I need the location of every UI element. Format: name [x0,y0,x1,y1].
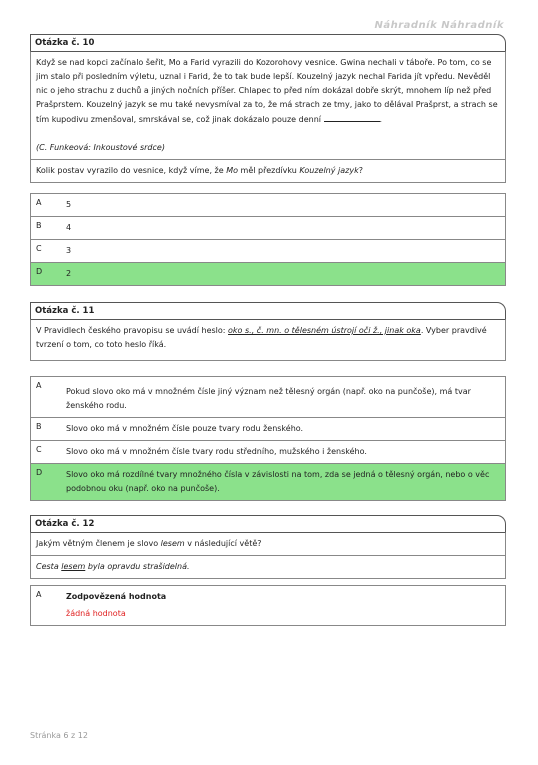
prompt-part: měl přezdívku [238,166,300,175]
option-a[interactable] [31,194,505,217]
question-10-title: Otázka č. 10 [35,38,95,48]
prompt-part: . Vyber pravdivé tvrzení o tom, co toto heslo říká. [36,326,487,349]
option-c[interactable] [31,441,505,464]
question-12-header [30,515,506,532]
passage-source: (C. Funkeová: Inkoustové srdce) [36,143,165,152]
option-label: C [36,445,42,454]
question-12-sentence [31,556,505,579]
blank-line [324,112,380,122]
passage-end: . [379,115,383,124]
option-d[interactable] [31,464,505,501]
answer-heading: Zodpovězená hodnota [66,592,167,601]
option-text: 4 [66,223,72,232]
question-12-answer [30,585,506,626]
answer-row [31,586,505,626]
option-label: A [36,198,42,207]
option-label: D [36,267,43,276]
dictionary-entry: oko s., č. mn. o tělesném ústrojí oči ž., jinak oka [228,326,421,335]
option-text: 5 [66,200,72,209]
question-11-prompt [31,320,505,361]
option-text: Slovo oko má rozdílné tvary množného čísla v závislosti na tom, zda se jedná o tělesný orgán, nebo o věc podobnou oku (např. oko na punčoše). [66,470,490,493]
option-b[interactable] [31,217,505,240]
watermark: Náhradník Náhradník [374,20,504,31]
question-10-options [30,193,506,286]
answer-value: žádná hodnota [66,609,126,618]
option-d[interactable] [31,263,505,286]
question-12-prompt [31,533,505,556]
option-a[interactable] [31,377,505,418]
option-text: 3 [66,246,72,255]
question-11-title: Otázka č. 11 [35,306,95,316]
answer-content [61,586,505,625]
option-text: Slovo oko má v množném čísle pouze tvary rodu ženského. [66,424,304,433]
sentence-part: Cesta [36,562,62,571]
sentence-part: byla opravdu strašidelná. [85,562,190,571]
option-b[interactable] [31,418,505,441]
option-label: A [36,381,42,390]
option-c[interactable] [31,240,505,263]
option-text: 2 [66,269,72,278]
sentence-highlight: lesem [61,562,86,571]
prompt-part: v následující větě? [184,539,262,548]
question-11-options [30,376,506,501]
prompt-part: Jakým větným členem je slovo [36,539,161,548]
option-label: B [36,221,42,230]
prompt-part: Kolik postav vyrazilo do vesnice, když víme, že [36,166,227,175]
question-11-header [30,302,506,319]
question-11-body [30,319,506,361]
page-number: Stránka 6 z 12 [30,731,88,740]
answer-label: A [36,590,42,599]
prompt-part: Kouzelný jazyk [299,166,359,175]
option-text: Pokud slovo oko má v množném čísle jiný význam než tělesný orgán (např. oko na punčoše), má tvar ženského rodu. [66,387,471,410]
question-10-body [30,51,506,183]
prompt-part: V Pravidlech českého pravopisu se uvádí heslo: [36,326,229,335]
prompt-part: ? [358,166,363,175]
option-text: Slovo oko má v množném čísle tvary rodu středního, mužského i ženského. [66,447,367,456]
question-10-prompt [31,160,505,183]
question-10-header [30,34,506,51]
option-label: C [36,244,42,253]
question-12-title: Otázka č. 12 [35,519,95,529]
prompt-part: lesem [160,539,185,548]
question-12-body [30,532,506,579]
option-label: D [36,468,43,477]
question-10-passage [31,52,505,160]
passage-text: Když se nad kopci začínalo šeřit, Mo a Farid vyrazili do Kozorohovy vesnice. Gwina nechali v táboře. Po tom, co se jim stalo při posledním výletu, uznal i Farid, že to tak bude lepší. Kouzelný jazyk nechal Farida jít vpředu. Nevěděl nic o jeho strachu z duchů a jiných nočních příšer. Chlapec to před ním dokázal dobře skrýt, mnohem líp než před Prašprstem. Kouzelný jazyk se mu také nevysmíval za to, že má strach ze tmy, jako to dělával Prašprst, a strach se tím kupodivu zmenšoval, smrskával se, což jinak dokázalo pouze denní [36,58,498,124]
prompt-part: Mo [226,166,239,175]
option-label: B [36,422,42,431]
